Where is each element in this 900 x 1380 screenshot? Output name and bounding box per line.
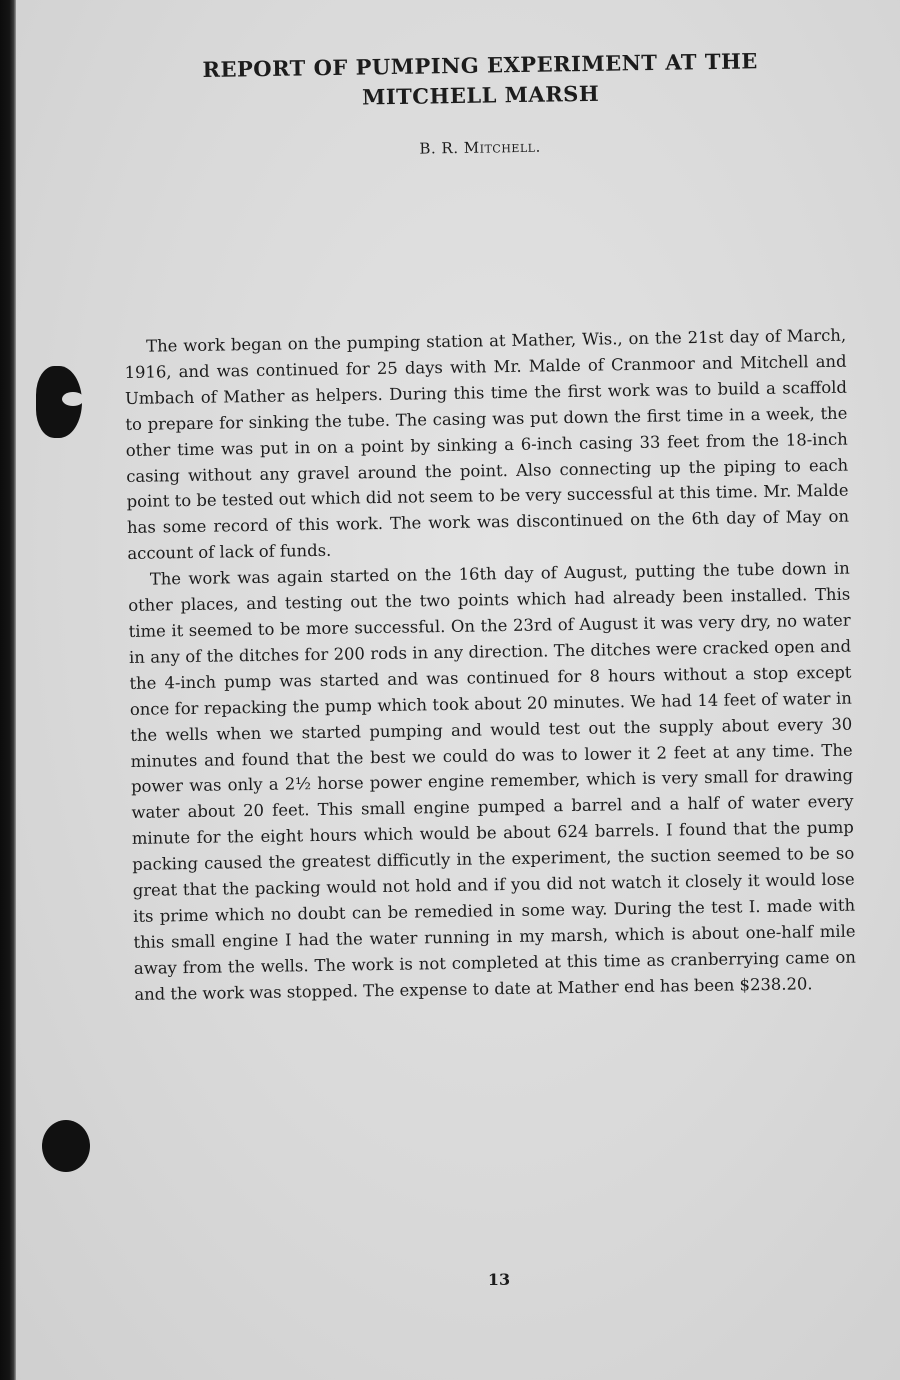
binding-spine (0, 0, 16, 1380)
author-initials: B. R. (419, 138, 464, 158)
page-number: 13 (487, 1270, 511, 1289)
punch-hole-top-notch (62, 392, 84, 406)
punch-hole-bottom (42, 1120, 90, 1172)
report-title-line-1: REPORT OF PUMPING EXPERIMENT AT THE (202, 48, 758, 83)
paragraph-2: The work was again started on the 16th day of August, putting the tube down in other places, and testing out the two points which had already been installed. This time it seemed to be more successful. On the 23rd of August it was very dry, no water in any of the ditches for 200 rods in any direction. The ditches were cracked open and the 4-inch pump was started and was continued for 8 hours without a stop except once for repacking the pump which took about 20 minutes. We had 14 feet of water in the wells when we started pumping and would test out the supply about every 30 minutes and found that the best we could do was to lower it 2 feet at any time. The power was only a 2½ horse power engine remember, which is very small for drawing water about 20 feet. This small engine pumped a barrel and a half of water every minute for the eight hours which would be about 624 barrels. I found that the pump packing caused the greatest difficutly in the experiment, the suction seemed to be so great that the packing would not hold and if you did not watch it closely it would lose its prime which no doubt can be remedied in some way. During the test I. made with this small engine I had the water running in my marsh, which is about one-half mile away from the wells. The work is not completed at this time as cranberrying came on and the work was stopped. The expense to date at Mather end has been $238.20. (128, 558, 857, 1004)
report-body (124, 323, 856, 1008)
author-surname: Mitchell. (463, 137, 541, 157)
paragraph-1: The work began on the pumping station at Mather, Wis., on the 21st day of March, 1916, and was continued for 25 days with Mr. Malde of Cranmoor and Mitchell and Umbach of Mather as helpers. During this time the first work was to build a scaffold to prepare for sinking the tube. The casing was put down the first time in a week, the other time was put in on a point by sinking a 6-inch casing 33 feet from the 18-inch casing without any gravel around the point. Also connecting up the piping to each point to be tested out which did not seem to be very successful at this time. Mr. Malde has some record of this work. The work was discontinued on the 6th day of May on account of lack of funds. (124, 325, 850, 564)
report-title-line-2: MITCHELL MARSH (361, 80, 600, 110)
report-title (140, 45, 821, 116)
author-byline (140, 133, 820, 162)
